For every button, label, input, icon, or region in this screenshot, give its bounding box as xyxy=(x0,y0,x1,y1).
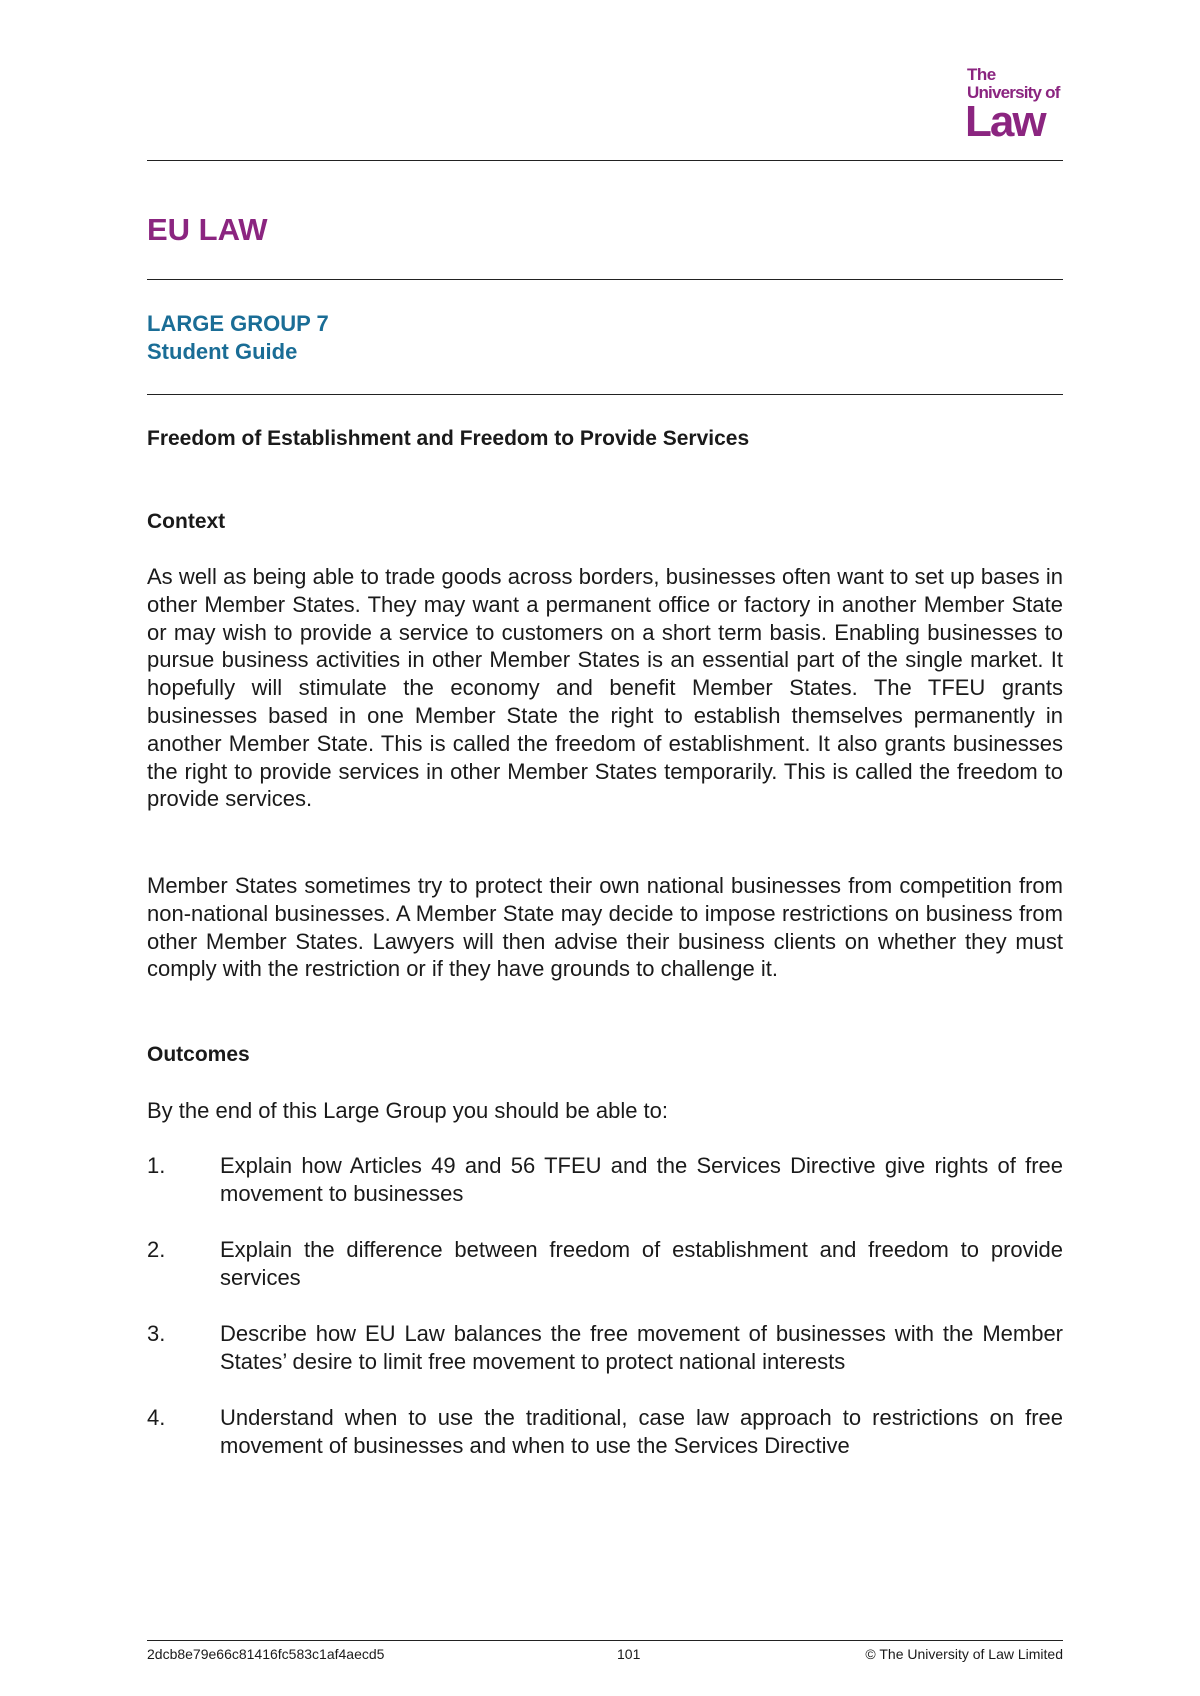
outcome-number: 2. xyxy=(147,1237,166,1262)
divider-top xyxy=(147,160,1063,161)
footer-copyright: © The University of Law Limited xyxy=(865,1646,1063,1662)
footer-document-id: 2dcb8e79e66c81416fc583c1af4aecd5 xyxy=(147,1646,385,1662)
outcomes-intro: By the end of this Large Group you should be able to: xyxy=(147,1098,669,1123)
document-page xyxy=(147,0,1063,1696)
outcome-number: 1. xyxy=(147,1153,166,1178)
context-paragraph-2: Member States sometimes try to protect their own national businesses from competition from non-national businesses. A Member State may decide to impose restrictions on business from other Member States. Lawyers will then advise their business clients on whether they must comply with the restriction or if they have grounds to challenge it. xyxy=(147,873,1063,982)
session-label: LARGE GROUP 7 xyxy=(147,311,329,336)
outcome-text: Explain how Articles 49 and 56 TFEU and the Services Directive give rights of free movement to businesses xyxy=(220,1153,1063,1206)
logo-line-university-of: University of xyxy=(967,83,1060,102)
footer-divider xyxy=(147,1640,1063,1641)
outcome-text: Explain the difference between freedom of establishment and freedom to provide services xyxy=(220,1237,1063,1290)
divider-subtitle xyxy=(147,394,1063,395)
guide-type-label: Student Guide xyxy=(147,339,298,364)
logo-line-the: The xyxy=(967,65,996,84)
outcome-text: Describe how EU Law balances the free movement of businesses with the Member States’ desire to limit free movement to protect national interests xyxy=(220,1321,1063,1374)
context-paragraph-1: As well as being able to trade goods across borders, businesses often want to set up bases in other Member States. They may want a permanent office or factory in another Member State or may wish to provide a service to customers on a short term basis. Enabling businesses to pursue business activities in other Member States is an essential part of the single market. It hopefully will stimulate the economy and benefit Member States. The TFEU grants businesses based in one Member State the right to establish themselves permanently in another Member State. This is called the freedom of establishment. It also grants businesses the right to provide services in other Member States temporarily. This is called the freedom to provide services. xyxy=(147,564,1063,812)
outcome-text: Understand when to use the traditional, case law approach to restrictions on free movement of businesses and when to use the Services Directive xyxy=(220,1405,1063,1458)
outcomes-heading: Outcomes xyxy=(147,1043,250,1066)
divider-title xyxy=(147,279,1063,280)
document-title: EU LAW xyxy=(147,212,268,247)
context-heading: Context xyxy=(147,510,226,533)
topic-heading: Freedom of Establishment and Freedom to Provide Services xyxy=(147,427,750,450)
logo-line-law: Law xyxy=(965,97,1045,146)
university-of-law-logo xyxy=(967,66,1063,144)
footer-page-number: 101 xyxy=(617,1646,641,1662)
outcome-number: 4. xyxy=(147,1405,166,1430)
outcome-number: 3. xyxy=(147,1321,166,1346)
